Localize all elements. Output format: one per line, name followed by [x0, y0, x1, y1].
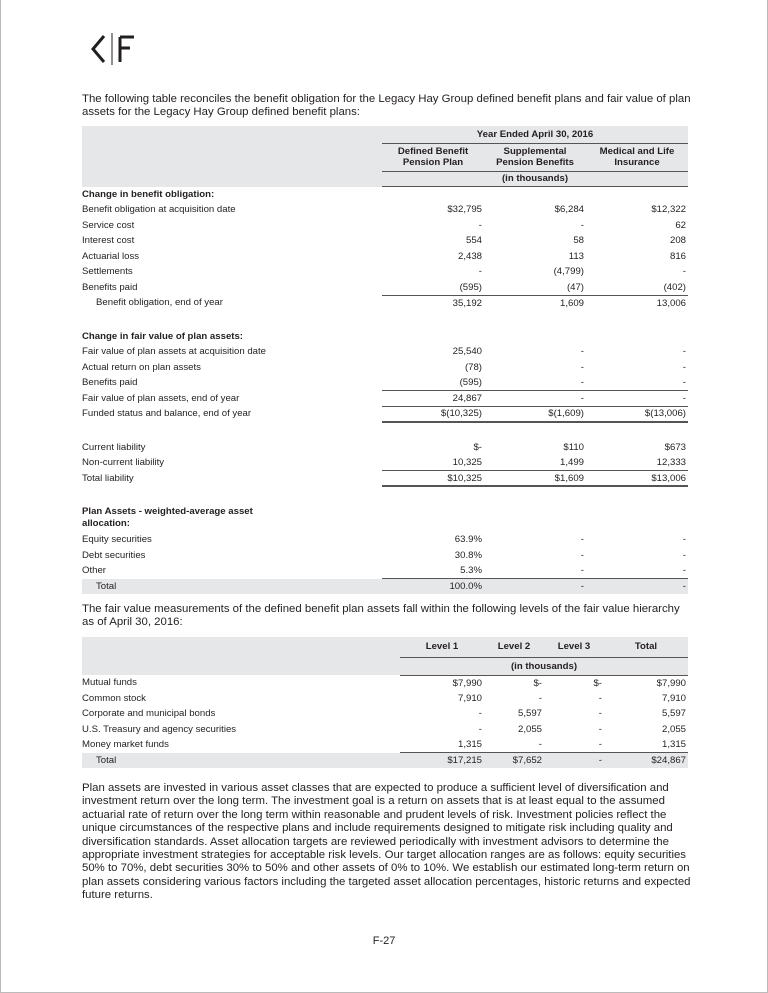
row-value-c1: 30.8%	[454, 549, 482, 561]
row-label: Corporate and municipal bonds	[82, 708, 216, 720]
row-value-c2: $6,284	[554, 204, 584, 216]
row-value-c2: -	[484, 579, 586, 595]
row-value-c1: 63.9%	[454, 534, 482, 546]
row-value-c1: (595)	[382, 375, 484, 391]
intro-paragraph: The following table reconciles the benefit obligation for the Legacy Hay Group defined benefit plans and fair value of plan assets for the Legacy Hay Group defined benefit plans:	[82, 93, 691, 119]
row-value-c3: $13,006	[586, 471, 688, 487]
row-value-c4: $7,990	[656, 677, 686, 689]
row-value-c2: -	[580, 219, 584, 231]
row-value-c1: $(10,325)	[382, 406, 484, 422]
period-header: Year Ended April 30, 2016	[382, 126, 688, 143]
row-label: Interest cost	[82, 235, 135, 247]
row-value-c1: (595)	[382, 280, 484, 296]
row-value-c2: -	[484, 563, 586, 579]
col-header-level3: Level 3	[544, 637, 604, 657]
row-value-c3: -	[682, 266, 686, 278]
table-row	[82, 391, 688, 407]
row-label: Total	[82, 579, 382, 595]
row-value-c1: 7,910	[457, 692, 482, 704]
table-row	[82, 579, 688, 595]
unit-header: (in thousands)	[400, 657, 688, 675]
table-row	[82, 264, 688, 280]
table-row	[82, 440, 688, 456]
row-label: Equity securities	[82, 534, 152, 546]
row-label: Benefit obligation at acquisition date	[82, 204, 236, 216]
benefit-obligation-table	[82, 126, 688, 594]
row-value-c2: -	[484, 737, 544, 753]
row-value-c2: (4,799)	[553, 266, 584, 278]
row-label: Funded status and balance, end of year	[82, 408, 252, 420]
row-value-c1: $17,215	[400, 753, 484, 769]
row-value-c1: 10,325	[382, 455, 484, 471]
section-title: Change in benefit obligation:	[82, 189, 215, 200]
table-row	[82, 202, 688, 218]
row-value-c1: 5.3%	[382, 563, 484, 579]
row-value-c1: 554	[465, 235, 482, 247]
row-value-c1: 1,315	[400, 737, 484, 753]
table-row	[82, 295, 688, 311]
row-value-c3: $12,322	[651, 204, 686, 216]
row-value-c2: -	[484, 391, 586, 407]
table-row	[82, 532, 688, 548]
col-header-level1: Level 1	[400, 637, 484, 657]
row-value-c2: 2,055	[517, 723, 542, 735]
spacer-cell	[82, 422, 688, 440]
table-row	[82, 218, 688, 234]
table-row	[82, 249, 688, 265]
table-row	[82, 753, 688, 769]
closing-paragraph: Plan assets are invested in various asset classes that are expected to produce a sufficient level of diversification and investment return over the long term. The investment goal is a return on assets that is at least equal to the assumed actuarial rate of return over the long term within reasonable and prudent levels of risk. Investment policies reflect the unique circumstances of the respective plans and include requirements designed to mitigate risk including quality and diversification standards. Asset allocation targets are reviewed periodically with investment advisors to determine the appropriate investment strategies for acceptable risk levels. Our target allocation ranges are as follows: equity securities 50% to 70%, debt securities 30% to 50% and other assets of 0% to 10%. We establish our estimated long-term return on plan assets considering various factors including the targeted asset allocation percentages, historic returns and expected future returns.	[82, 782, 691, 902]
row-value-c3: -	[544, 737, 604, 753]
col-header-level2: Level 2	[484, 637, 544, 657]
row-label: Settlements	[82, 266, 133, 278]
row-value-c4: 7,910	[661, 692, 686, 704]
row-value-c3: -	[544, 753, 604, 769]
row-value-c4: 5,597	[661, 708, 686, 720]
section-title-row	[82, 187, 688, 203]
row-value-c2: 58	[573, 235, 584, 247]
row-value-c1: 100.0%	[382, 579, 484, 595]
table-row	[82, 233, 688, 249]
table-row	[82, 706, 688, 722]
row-value-c1: -	[478, 219, 482, 231]
section-title-line: Plan Assets - weighted-average asset	[82, 506, 253, 517]
row-value-c3: 62	[675, 219, 686, 231]
table-row	[82, 548, 688, 564]
row-value-c4: 2,055	[661, 723, 686, 735]
table-row	[82, 691, 688, 707]
row-value-c1: 24,867	[382, 391, 484, 407]
row-label: Fair value of plan assets, end of year	[82, 392, 240, 404]
spacer-cell	[82, 311, 688, 329]
row-value-c3: (402)	[586, 280, 688, 296]
row-value-c3: -	[586, 375, 688, 391]
row-value-c2: $(1,609)	[484, 406, 586, 422]
row-value-c2: (47)	[484, 280, 586, 296]
row-label: Actual return on plan assets	[82, 361, 201, 373]
row-value-c3: $673	[664, 441, 686, 453]
row-value-c3: -	[586, 579, 688, 595]
row-value-c3: -	[682, 361, 686, 373]
table-row	[82, 375, 688, 391]
col-header-supplemental: Supplemental Pension Benefits	[484, 143, 586, 171]
row-value-c2: -	[580, 361, 584, 373]
row-value-c2: 1,609	[559, 297, 584, 309]
row-label: Mutual funds	[82, 677, 137, 689]
table-row	[82, 471, 688, 487]
row-label: U.S. Treasury and agency securities	[82, 723, 237, 735]
col-header-total: Total	[604, 637, 688, 657]
row-value-c3: 208	[669, 235, 686, 247]
spacer-row	[82, 486, 688, 504]
table-row	[82, 722, 688, 738]
row-label: Other	[82, 565, 106, 577]
fair-value-table	[82, 637, 688, 768]
section-title-row	[82, 329, 688, 345]
section-title	[82, 504, 688, 532]
row-value-c2: -	[484, 375, 586, 391]
row-value-c3: -	[682, 549, 686, 561]
row-value-c2: -	[538, 692, 542, 704]
row-value-c3: -	[598, 708, 602, 720]
company-logo	[90, 33, 136, 65]
table-row	[82, 675, 688, 691]
row-value-c1: (78)	[464, 361, 482, 373]
row-value-c2: 113	[568, 250, 584, 262]
spacer-row	[82, 422, 688, 440]
table-row	[82, 344, 688, 360]
row-label: Service cost	[82, 219, 135, 231]
table-row	[82, 563, 688, 579]
row-value-c1: -	[478, 266, 482, 278]
row-value-c2: 1,499	[484, 455, 586, 471]
row-label: Money market funds	[82, 739, 169, 751]
row-value-c1: $10,325	[382, 471, 484, 487]
col-header-medical: Medical and Life Insurance	[586, 143, 688, 171]
row-value-c1: $32,795	[447, 204, 482, 216]
row-value-c2: $7,652	[484, 753, 544, 769]
row-value-c4: $24,867	[604, 753, 688, 769]
row-value-c2: -	[580, 534, 584, 546]
row-value-c3: $-	[593, 677, 602, 689]
spacer-cell	[82, 486, 688, 504]
row-label: Benefits paid	[82, 377, 138, 389]
row-value-c1: -	[478, 723, 482, 735]
col-header-pension: Defined Benefit Pension Plan	[382, 143, 484, 171]
section-title-line: allocation:	[82, 518, 130, 529]
row-value-c3: -	[682, 346, 686, 358]
row-label: Total	[82, 753, 400, 769]
row-value-c2: $-	[533, 677, 542, 689]
row-value-c3: -	[586, 391, 688, 407]
row-value-c3: 816	[669, 250, 686, 262]
row-label: Common stock	[82, 692, 146, 704]
row-value-c1: 25,540	[452, 346, 482, 358]
table-row	[82, 280, 688, 296]
row-value-c3: -	[586, 563, 688, 579]
row-value-c2: -	[580, 549, 584, 561]
table-row	[82, 406, 688, 422]
row-label: Debt securities	[82, 549, 146, 561]
row-value-c1: 2,438	[457, 250, 482, 262]
table-row	[82, 455, 688, 471]
table-row	[82, 737, 688, 753]
row-value-c3: -	[682, 534, 686, 546]
row-value-c1: $7,990	[452, 677, 482, 689]
row-label: Total liability	[82, 472, 134, 484]
row-value-c1: -	[478, 708, 482, 720]
row-value-c2: -	[580, 346, 584, 358]
row-value-c4: 1,315	[604, 737, 688, 753]
row-label: Fair value of plan assets at acquisition date	[82, 346, 266, 358]
row-value-c2: 5,597	[517, 708, 542, 720]
row-label: Actuarial loss	[82, 250, 140, 262]
page-number: F-27	[372, 935, 396, 947]
row-label: Benefits paid	[82, 281, 138, 293]
row-label: Benefit obligation, end of year	[96, 297, 223, 309]
section-title: Change in fair value of plan assets:	[82, 330, 244, 342]
section-title-row	[82, 504, 688, 532]
table-row	[82, 360, 688, 376]
row-label: Current liability	[82, 441, 146, 453]
row-value-c2: $1,609	[484, 471, 586, 487]
row-label: Non-current liability	[82, 457, 165, 469]
row-value-c3: 13,006	[656, 297, 686, 309]
row-value-c3: -	[598, 723, 602, 735]
row-value-c3: $(13,006)	[586, 406, 688, 422]
row-value-c2: $110	[563, 441, 584, 453]
unit-header: (in thousands)	[382, 171, 688, 187]
row-value-c3: -	[598, 692, 602, 704]
fair-value-intro: The fair value measurements of the defined benefit plan assets fall within the following levels of the fair value hierarchy as of April 30, 2016:	[82, 603, 680, 629]
spacer-row	[82, 311, 688, 329]
row-value-c3: 12,333	[586, 455, 688, 471]
row-value-c1: 35,192	[452, 297, 482, 309]
row-value-c1: $-	[473, 441, 482, 453]
